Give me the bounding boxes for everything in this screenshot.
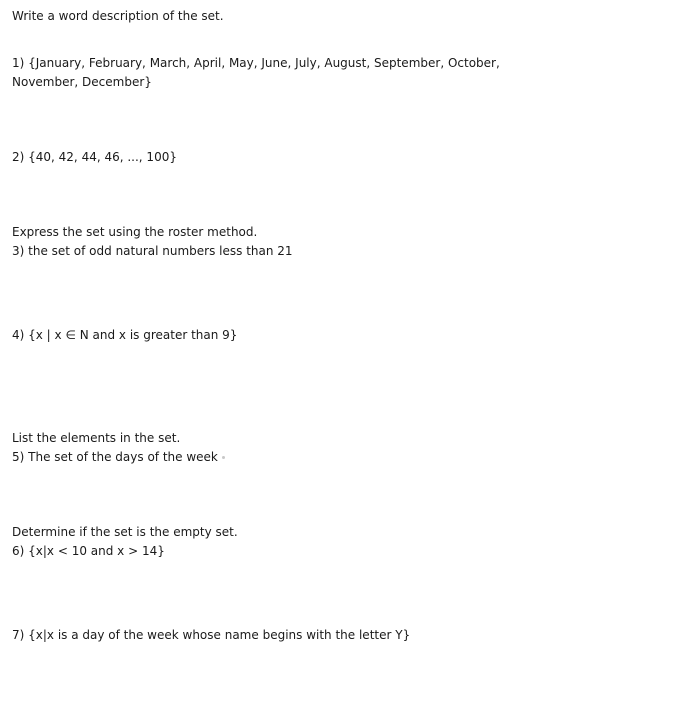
question-5: 5) The set of the days of the week	[12, 450, 218, 464]
cursor-mark-icon	[222, 456, 225, 459]
instruction-roster-method: Express the set using the roster method.	[12, 225, 258, 239]
question-3: 3) the set of odd natural numbers less than 21	[12, 244, 293, 258]
question-6: 6) {x|x < 10 and x > 14}	[12, 544, 165, 558]
question-4: 4) {x | x ∈ N and x is greater than 9}	[12, 328, 238, 342]
question-1-line-2: November, December}	[12, 75, 152, 89]
question-1-line-1: 1) {January, February, March, April, May, June, July, August, September, October,	[12, 56, 500, 70]
question-7: 7) {x|x is a day of the week whose name begins with the letter Y}	[12, 628, 411, 642]
question-2: 2) {40, 42, 44, 46, ..., 100}	[12, 150, 177, 164]
question-5-row	[12, 449, 225, 465]
instruction-empty-set: Determine if the set is the empty set.	[12, 525, 238, 539]
instruction-word-description: Write a word description of the set.	[12, 9, 224, 23]
instruction-list-elements: List the elements in the set.	[12, 431, 181, 445]
